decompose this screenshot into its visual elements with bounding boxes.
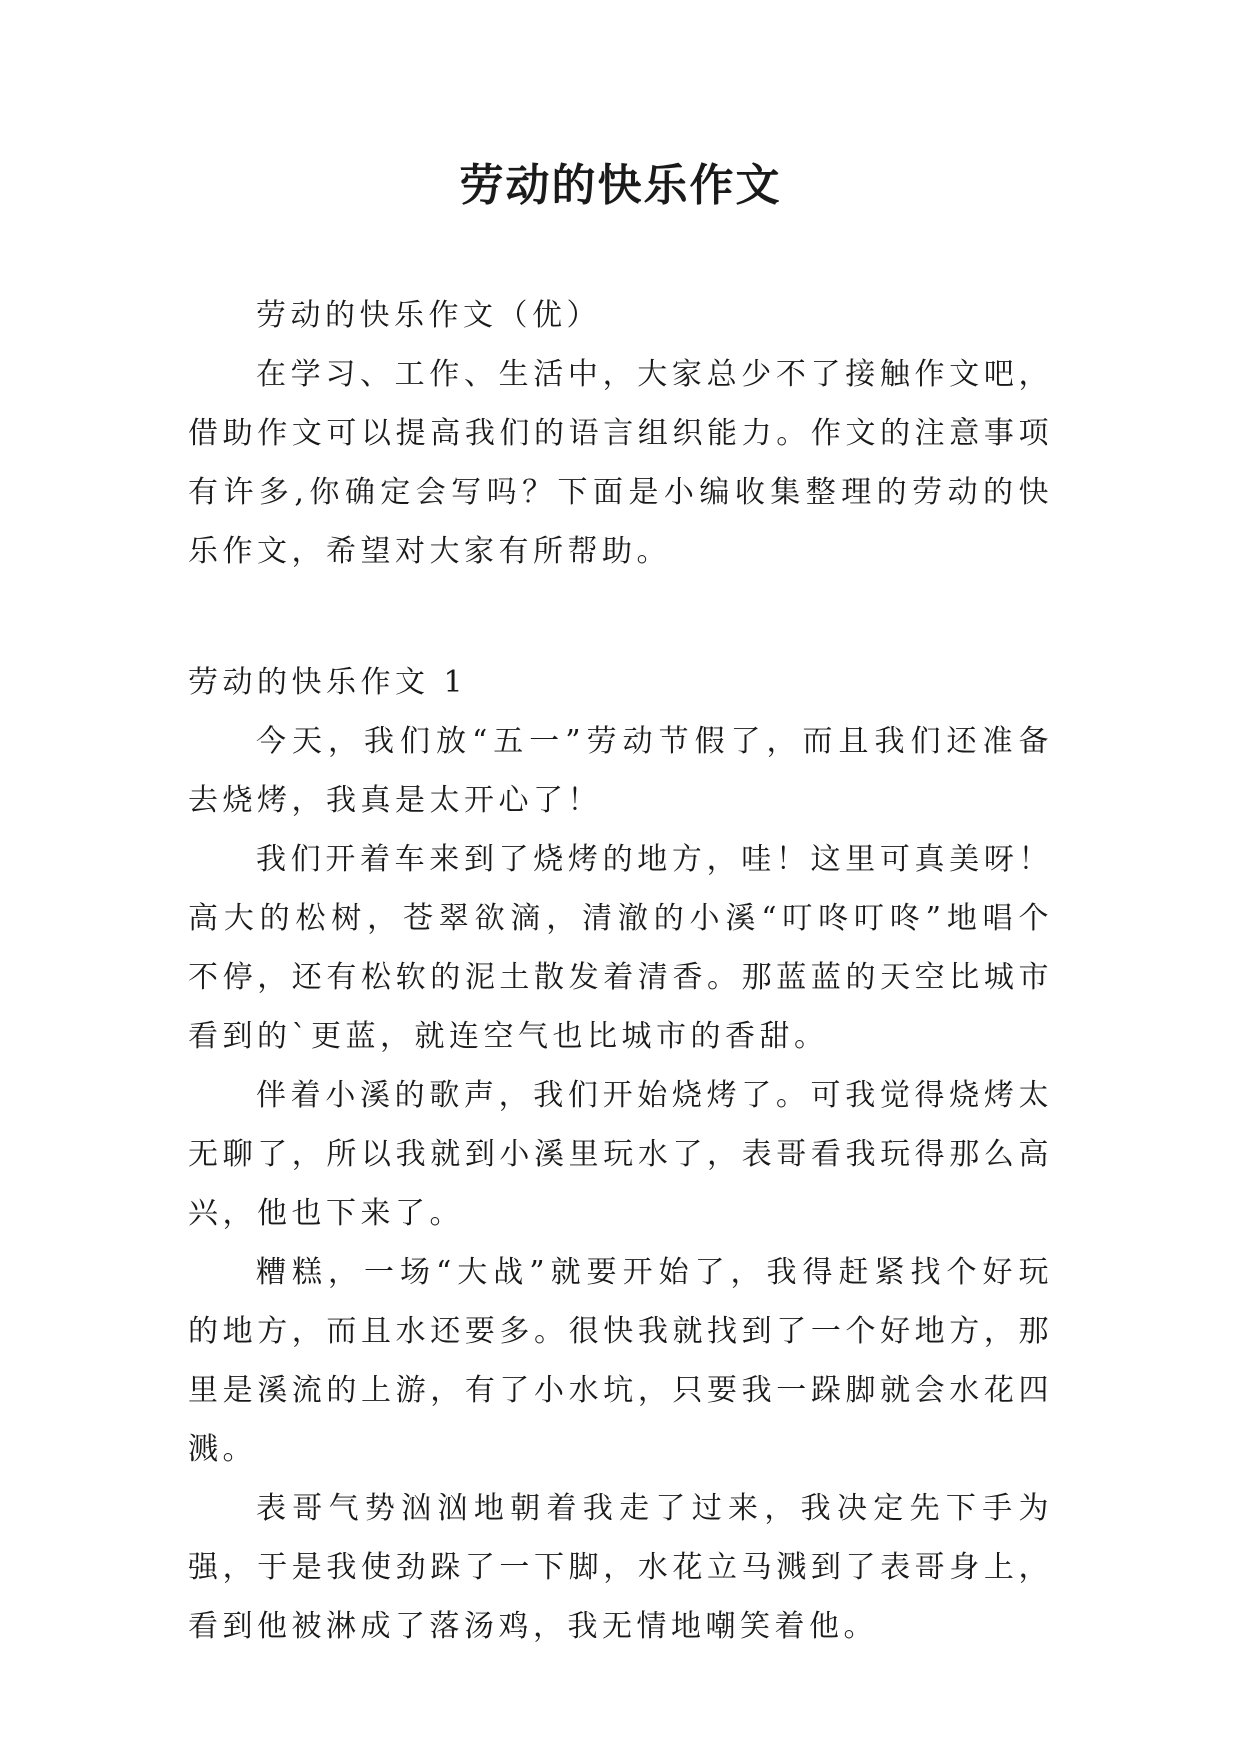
essay-paragraph-3: 伴着小溪的歌声，我们开始烧烤了。可我觉得烧烤太无聊了，所以我就到小溪里玩水了，表哥看我玩得那么高兴，他也下来了。	[188, 1078, 1053, 1231]
essay-heading: 劳动的快乐作文 1	[188, 665, 468, 700]
intro-paragraph: 在学习、工作、生活中，大家总少不了接触作文吧，借助作文可以提高我们的语言组织能力。作文的注意事项有许多,你确定会写吗？下面是小编收集整理的劳动的快乐作文，希望对大家有所帮助。	[188, 357, 1053, 569]
section-spacer	[188, 581, 1053, 653]
essay-paragraph-1: 今天，我们放“五一”劳动节假了，而且我们还准备去烧烤，我真是太开心了！	[188, 724, 1053, 818]
essay-paragraph-4: 糟糕，一场“大战”就要开始了，我得赶紧找个好玩的地方，而且水还要多。很快我就找到了一个好地方，那里是溪流的上游，有了小水坑，只要我一跺脚就会水花四溅。	[188, 1255, 1053, 1467]
essay-paragraph-5: 表哥气势汹汹地朝着我走了过来，我决定先下手为强，于是我使劲跺了一下脚，水花立马溅到了表哥身上，看到他被淋成了落汤鸡，我无情地嘲笑着他。	[188, 1491, 1053, 1644]
intro-subtitle: 劳动的快乐作文（优）	[256, 298, 601, 333]
document-body	[188, 286, 1053, 1656]
essay-paragraph-2: 我们开着车来到了烧烤的地方，哇！这里可真美呀！高大的松树，苍翠欲滴，清澈的小溪“叮咚叮咚”地唱个不停，还有松软的泥土散发着清香。那蓝蓝的天空比城市看到的`更蓝，就连空气也比城市的香甜。	[188, 842, 1053, 1054]
document-title: 劳动的快乐作文	[459, 160, 782, 211]
